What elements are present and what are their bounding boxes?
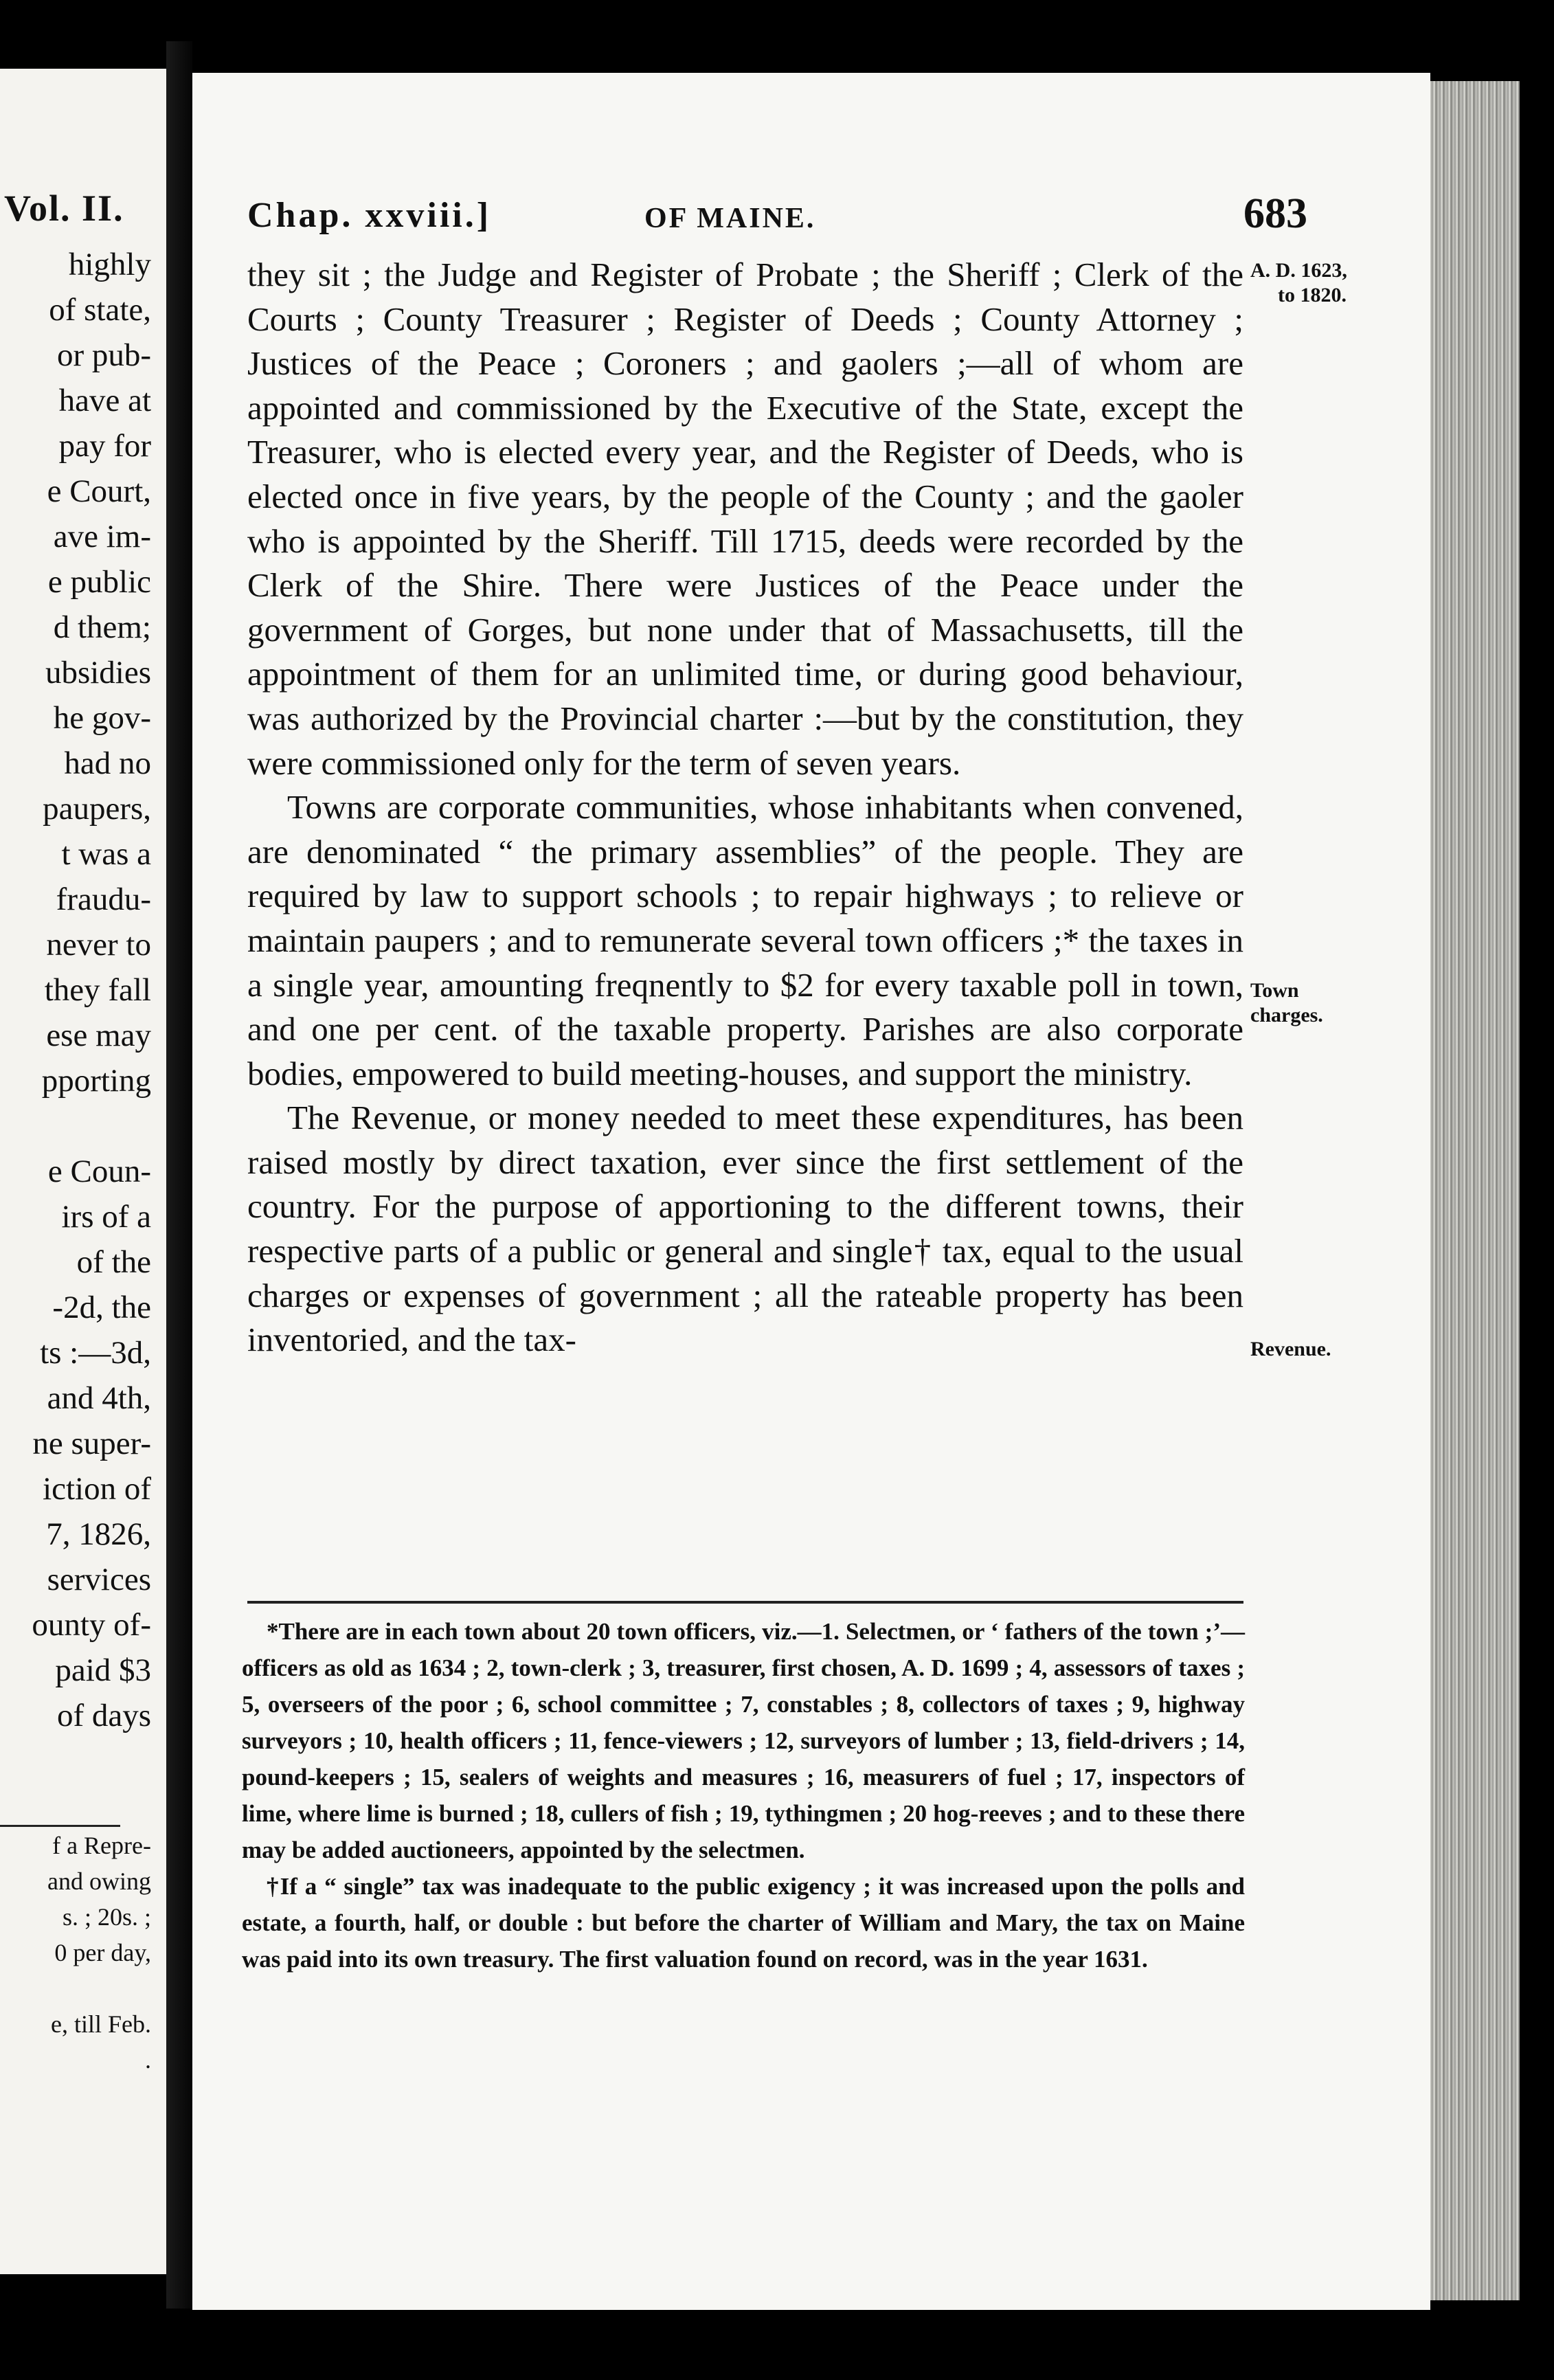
facing-page-line: ubsidies <box>45 655 151 691</box>
facing-page-header: Vol. II. <box>4 188 124 229</box>
facing-page-line: fraudu- <box>56 882 151 917</box>
paragraph-towns: Towns are corporate communities, whose inhabitants when convened, are denominated “ the primary assemblies” of the people. They are required by law to support schools ; to repair highways ; to relieve or maintain paupers ; and to remunerate several town officers ;* the taxes in a single year, amounting freqnently to $2 for every taxable poll in town, and one per cent. of the taxable property. Parishes are also corporate bodies, empowered to build meeting-houses, and support the ministry. <box>247 788 1243 1092</box>
running-title: OF MAINE. <box>644 203 816 234</box>
facing-page-line: highly <box>68 247 151 282</box>
facing-page-line: e Coun- <box>47 1154 151 1189</box>
facing-page-note-line: . <box>145 2046 151 2074</box>
facing-page-line: services <box>47 1562 151 1597</box>
running-header <box>192 190 1430 250</box>
page-number: 683 <box>1243 190 1307 237</box>
margin-note-date <box>1250 258 1347 308</box>
facing-page-line: they fall <box>44 972 151 1008</box>
paragraph-officers: they sit ; the Judge and Register of Probate ; the Sheriff ; Clerk of the Courts ; County Treasurer ; Register of Deeds ; County Attorney ; Justices of the Peace ; Coroners ; and gaolers ;—all of whom are appointed and commissioned by the Executive of the State, except the Treasurer, who is elected every year, and the Register of Deeds, who is elected once in five years, by the people of the County ; and the gaoler who is appointed by the Sheriff. Till 1715, deeds were recorded by the Clerk of the Shire. There were Justices of the Peace under the government of Gorges, but none under that of Massachusetts, till the appointment of them for an unlimited time, or during good behaviour, was authorized by the Provincial charter :—but by the constitution, they were commissioned only for the term of seven years. <box>247 256 1243 782</box>
margin-note-revenue: Revenue. <box>1250 1338 1331 1360</box>
book-gutter <box>166 41 192 2309</box>
facing-page-line: paid $3 <box>55 1652 151 1688</box>
facing-page-line: paupers, <box>43 791 151 827</box>
footnote-town-officers: *There are in each town about 20 town officers, viz.—1. Selectmen, or ‘ fathers of the town ;’—officers as old as 1634 ; 2, town-clerk ; 3, treasurer, first chosen, A. D. 1699 ; 4, assessors of taxes ; 5, overseers of the poor ; 6, school committee ; 7, constables ; 8, collectors of taxes ; 9, highway surveyors ; 10, health officers ; 11, fence-viewers ; 12, surveyors of lumber ; 13, field-drivers ; 14, pound-keepers ; 15, sealers of weights and measures ; 16, measurers of fuel ; 17, inspectors of lime, where lime is burned ; 18, cullers of fish ; 19, tythingmen ; 20 hog-reeves ; and to these there may be added auctioneers, appointed by the selectmen. <box>242 1618 1245 1863</box>
body-text <box>247 253 1243 1362</box>
margin-note-town-charges <box>1250 978 1323 1028</box>
chapter-label: Chap. xxviii.] <box>247 196 492 235</box>
facing-page-line: iction of <box>43 1471 151 1507</box>
footnote-rule <box>247 1601 1243 1604</box>
footnote-single-tax: †If a “ single” tax was inadequate to the public exigency ; it was increased upon the polls and estate, a fourth, half, or double : but before the charter of William and Mary, the tax on Maine was paid into its own treasury. The first valuation found on record, was in the year 1631. <box>242 1873 1245 1973</box>
facing-page-line: ts :—3d, <box>40 1335 151 1371</box>
facing-page-line: have at <box>58 383 151 418</box>
book-page <box>192 73 1430 2310</box>
facing-page-line: e public <box>47 564 151 600</box>
facing-page-line: of days <box>56 1698 151 1733</box>
facing-page-line: t was a <box>61 836 151 872</box>
facing-page <box>0 69 166 2274</box>
facing-page-line: pay for <box>58 428 151 464</box>
facing-page-line: 7, 1826, <box>46 1516 151 1552</box>
facing-page-line: of state, <box>49 292 151 328</box>
footnotes <box>242 1613 1245 1977</box>
facing-page-note-line: 0 per day, <box>54 1939 151 1966</box>
facing-page-line: e Court, <box>47 473 151 509</box>
facing-page-note-line: e, till Feb. <box>51 2010 151 2038</box>
facing-page-line: d them; <box>53 609 151 645</box>
facing-page-line: and 4th, <box>47 1380 151 1416</box>
facing-page-line: he gov- <box>53 700 151 736</box>
margin-note-town: Town <box>1250 979 1299 1002</box>
facing-page-note-line <box>47 1971 151 2006</box>
facing-page-line: ne super- <box>32 1426 151 1461</box>
paragraph-revenue: The Revenue, or money needed to meet these expenditures, has been raised mostly by direct taxation, ever since the first settlement of the country. For the purpose of apportioning to the different towns, their respective parts of a public or general and single† tax, equal to the usual charges or expenses of government ; all the rateable property has been inventoried, and the tax- <box>247 1099 1243 1359</box>
facing-page-line: pporting <box>41 1063 151 1099</box>
margin-note-date-to: to 1820. <box>1278 284 1347 306</box>
facing-page-line: never to <box>46 927 151 963</box>
margin-note-date-from: A. D. 1623, <box>1250 259 1347 282</box>
facing-page-footnotes <box>47 1828 151 2078</box>
facing-page-line: had no <box>64 745 151 781</box>
facing-page-line: irs of a <box>61 1199 151 1235</box>
facing-page-line: ounty of- <box>32 1607 151 1643</box>
facing-page-text <box>32 242 151 1738</box>
facing-page-note-line: s. ; 20s. ; <box>62 1903 151 1931</box>
margin-note-charges: charges. <box>1250 1004 1323 1026</box>
facing-page-line <box>32 1103 151 1149</box>
facing-page-footnote-rule <box>0 1825 120 1827</box>
facing-page-note-line: f a Repre- <box>52 1832 151 1859</box>
facing-page-line: of the <box>76 1244 151 1280</box>
facing-page-line: ese may <box>46 1018 151 1053</box>
facing-page-line: ave im- <box>53 519 151 554</box>
page-edges <box>1430 81 1520 2300</box>
facing-page-line: or pub- <box>56 337 151 373</box>
facing-page-note-line: and owing <box>47 1867 151 1895</box>
facing-page-line: -2d, the <box>52 1290 151 1325</box>
